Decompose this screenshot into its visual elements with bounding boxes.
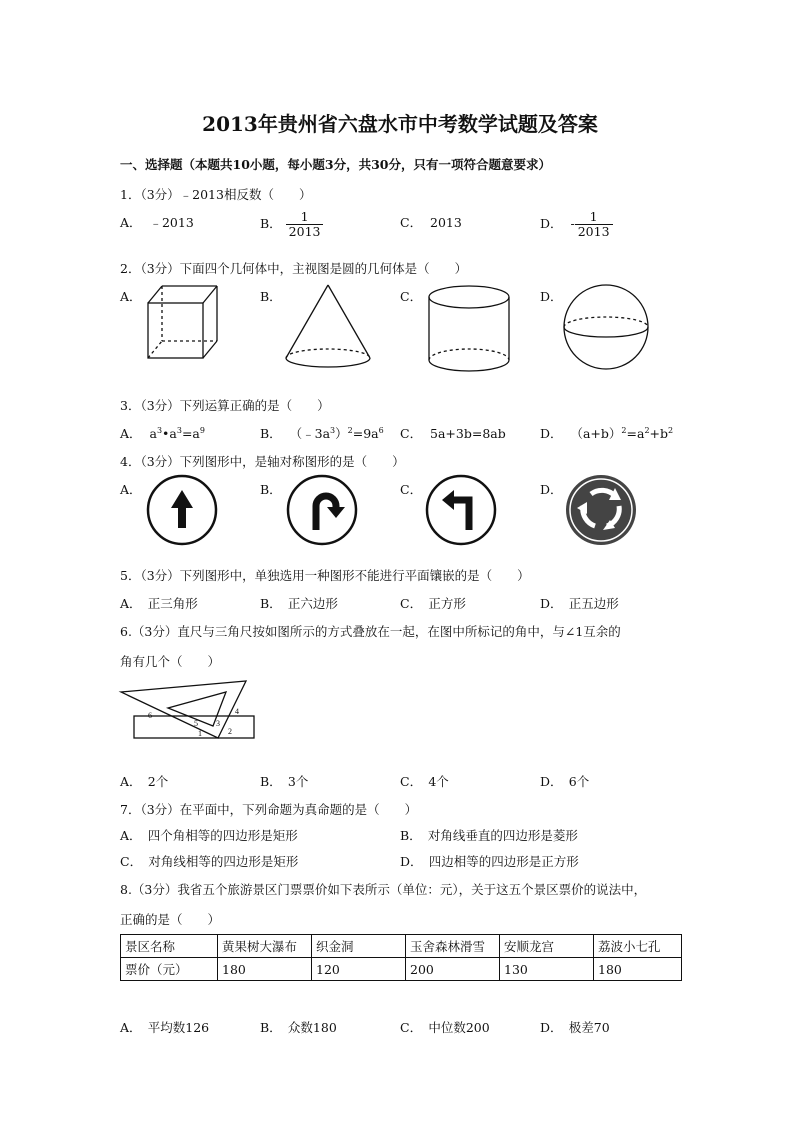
fraction bbox=[575, 210, 613, 239]
table-cell: 玉舍森林滑雪 bbox=[406, 935, 500, 958]
angle-label-6: 6 bbox=[148, 711, 152, 720]
exponent: 9 bbox=[199, 425, 205, 435]
cylinder-figure bbox=[425, 283, 515, 378]
option-text: 2013 bbox=[430, 215, 462, 230]
ruler-triangle-figure bbox=[118, 678, 258, 748]
q3-option-a bbox=[120, 424, 205, 442]
q6-option-b: B． 3个 bbox=[260, 774, 309, 789]
q7-option-a: A． 四个角相等的四边形是矩形 bbox=[120, 828, 298, 843]
operator: • bbox=[162, 426, 170, 441]
q6-option-d: D． 6个 bbox=[540, 774, 590, 789]
q7-option-d: D． 四边相等的四边形是正方形 bbox=[400, 854, 579, 869]
exponent: 3 bbox=[176, 425, 182, 435]
table-cell: 安顺龙宫 bbox=[500, 935, 594, 958]
option-text: 5a+3b=8ab bbox=[430, 426, 506, 441]
q4-label-a: A． bbox=[120, 482, 142, 497]
term: =a bbox=[626, 426, 645, 441]
page-title: 2013年贵州省六盘水市中考数学试题及答案 bbox=[202, 112, 598, 136]
option-label: B． bbox=[260, 426, 282, 441]
q7-option-b: B． 对角线垂直的四边形是菱形 bbox=[400, 828, 578, 843]
question-8-stem-line2: 正确的是（ ） bbox=[120, 912, 221, 927]
question-4-stem: 4．（3分）下列图形中，是轴对称图形的是（ ） bbox=[120, 454, 405, 469]
term: a bbox=[169, 426, 177, 441]
exponent: 2 bbox=[668, 425, 674, 435]
option-label: C． bbox=[400, 215, 423, 230]
q4-label-b: B． bbox=[260, 482, 282, 497]
q5-option-d: D． 正五边形 bbox=[540, 596, 619, 611]
table-cell: 票价（元） bbox=[121, 958, 218, 981]
angle-label-2: 2 bbox=[228, 727, 232, 736]
section-heading: 一、选择题（本题共10小题，每小题3分，共30分，只有一项符合题意要求） bbox=[120, 157, 551, 172]
angle-label-1: 1 bbox=[198, 729, 202, 738]
question-8-stem-line1: 8.（3分）我省五个旅游景区门票票价如下表所示（单位：元），关于这五个景区票价的说法中， bbox=[120, 882, 647, 897]
table-row bbox=[121, 958, 682, 981]
option-label: A． bbox=[120, 426, 142, 441]
q1-option-d bbox=[540, 210, 613, 239]
sign-u-turn-icon bbox=[286, 474, 358, 546]
exponent: 6 bbox=[378, 425, 384, 435]
question-6-stem-line1: 6.（3分）直尺与三角尺按如图所示的方式叠放在一起，在图中所标记的角中，与∠1互余的 bbox=[120, 624, 621, 639]
q3-option-d bbox=[540, 424, 673, 442]
angle-label-3: 3 bbox=[216, 719, 220, 728]
option-text: ﹣2013 bbox=[149, 215, 194, 230]
exponent: 2 bbox=[644, 425, 650, 435]
term: ） bbox=[335, 426, 348, 441]
table-cell: 黄果树大瀑布 bbox=[218, 935, 312, 958]
table-cell: 180 bbox=[594, 958, 682, 981]
exponent: 3 bbox=[330, 425, 336, 435]
q4-label-c: C． bbox=[400, 482, 423, 497]
question-2-stem: 2．（3分）下面四个几何体中，主视图是圆的几何体是（ ） bbox=[120, 261, 468, 276]
option-label: D． bbox=[540, 426, 563, 441]
option-label: C． bbox=[400, 426, 423, 441]
term: =a bbox=[181, 426, 200, 441]
question-5-stem: 5．（3分）下列图形中，单独选用一种图形不能进行平面镶嵌的是（ ） bbox=[120, 568, 530, 583]
q5-option-b: B． 正六边形 bbox=[260, 596, 338, 611]
q8-option-d: D． 极差70 bbox=[540, 1020, 610, 1035]
question-3-stem: 3．（3分）下列运算正确的是（ ） bbox=[120, 398, 330, 413]
term: （﹣3a bbox=[289, 426, 331, 441]
option-label: D． bbox=[540, 215, 563, 231]
exponent: 2 bbox=[347, 425, 353, 435]
q8-option-c: C． 中位数200 bbox=[400, 1020, 490, 1035]
cube-figure bbox=[145, 283, 215, 363]
q3-option-b bbox=[260, 424, 384, 442]
numerator: 1 bbox=[589, 209, 598, 224]
table-cell: 200 bbox=[406, 958, 500, 981]
denominator: 2013 bbox=[575, 224, 613, 239]
exponent: 3 bbox=[156, 425, 163, 435]
sign-roundabout-icon bbox=[565, 474, 637, 546]
sphere-figure bbox=[562, 283, 652, 373]
q3-option-c bbox=[400, 424, 506, 442]
q4-label-d: D． bbox=[540, 482, 563, 497]
fraction bbox=[286, 210, 324, 239]
q2-label-a: A． bbox=[120, 289, 142, 304]
table-header-row bbox=[121, 935, 682, 958]
denominator: 2013 bbox=[286, 224, 324, 239]
question-7-stem: 7．（3分）在平面中，下列命题为真命题的是（ ） bbox=[120, 802, 418, 817]
angle-label-5: 5 bbox=[194, 719, 198, 728]
q6-option-a: A． 2个 bbox=[120, 774, 169, 789]
exponent: 2 bbox=[621, 425, 627, 435]
q6-option-c: C． 4个 bbox=[400, 774, 449, 789]
question-6-stem-line2: 角有几个（ ） bbox=[120, 654, 221, 669]
q8-option-b: B． 众数180 bbox=[260, 1020, 337, 1035]
q7-option-c: C． 对角线相等的四边形是矩形 bbox=[120, 854, 299, 869]
term: （a+b） bbox=[570, 426, 622, 441]
sign-left-turn-icon bbox=[425, 474, 497, 546]
term: a bbox=[149, 426, 157, 441]
sign-arrow-up-icon bbox=[146, 474, 218, 546]
q1-option-c bbox=[400, 213, 462, 231]
q1-option-b bbox=[260, 210, 323, 239]
term: +b bbox=[649, 426, 669, 441]
angle-label-4: 4 bbox=[235, 707, 239, 716]
table-cell: 130 bbox=[500, 958, 594, 981]
numerator: 1 bbox=[300, 209, 309, 224]
q2-label-d: D． bbox=[540, 289, 563, 304]
table-cell: 荔波小七孔 bbox=[594, 935, 682, 958]
table-cell: 景区名称 bbox=[121, 935, 218, 958]
cone-figure bbox=[283, 283, 373, 373]
term: =9a bbox=[352, 426, 379, 441]
table-cell: 120 bbox=[312, 958, 406, 981]
q5-option-c: C． 正方形 bbox=[400, 596, 466, 611]
q5-option-a: A． 正三角形 bbox=[120, 596, 198, 611]
q2-label-c: C． bbox=[400, 289, 423, 304]
table-cell: 织金洞 bbox=[312, 935, 406, 958]
question-1-stem: 1．（3分）﹣2013相反数（ ） bbox=[120, 187, 312, 202]
q8-option-a: A． 平均数126 bbox=[120, 1020, 210, 1035]
q2-label-b: B． bbox=[260, 289, 282, 304]
minus-sign: - bbox=[570, 215, 575, 231]
table-cell: 180 bbox=[218, 958, 312, 981]
q1-option-a bbox=[120, 213, 194, 231]
option-label: B． bbox=[260, 215, 282, 231]
price-table bbox=[120, 934, 682, 981]
option-label: A． bbox=[120, 215, 142, 230]
